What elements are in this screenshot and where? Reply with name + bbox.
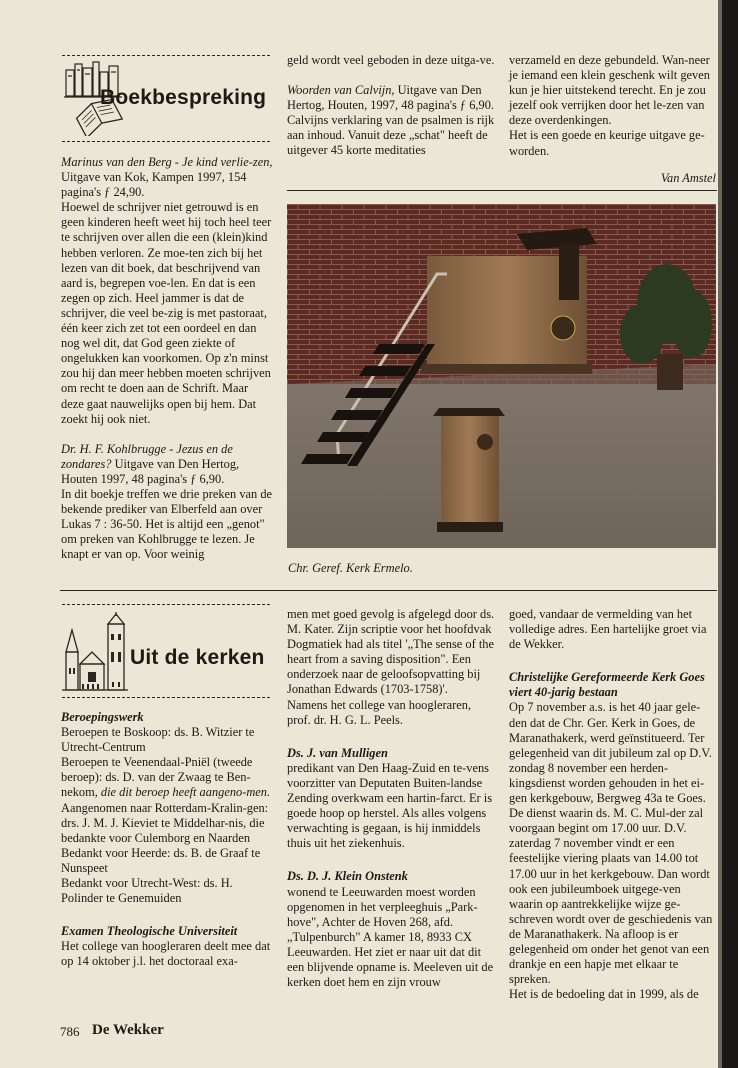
- beroep-item: Beroepen te Boskoop: ds. B. Witzier te Utrecht-Centrum: [61, 725, 255, 755]
- beroep-item: Beroepen te Veenendaal-Pniël (tweede beroep): ds. D. van der Zwaag te Ben-nekom, die dit beroep heeft aangeno-men.: [61, 755, 271, 800]
- review-3-body: Calvijns verklaring van de psalmen is rijk aan inhoud. Vanuit deze „schat" heeft de uitgever 45 korte meditaties: [287, 113, 495, 158]
- church-icon: [62, 612, 128, 694]
- review-2-continuation: geld wordt veel geboden in deze uitga-ve.: [287, 53, 495, 67]
- goes-jubileum-text-2: Het is de bedoeling dat in 1999, als de: [509, 987, 699, 1002]
- photo-top-rule: [287, 190, 717, 191]
- goes-jubileum-text: Op 7 november a.s. is het 40 jaar gele-den dat de Chr. Ger. Kerk in Goes, de Maranathakerk, werd geïnstitueerd. Ter gelegenheid van dit jubileum zal op D.V. zondag 8 november een herden-kingsdienst worden gehouden in het ei-gen kerkgebouw, Bergweg 43a te Goes. De dienst waarin ds. M. C. Mul-der zal voorgaan begint om 17.00 uur. D.V. zaterdag 7 november vindt er een feestelijke viering plaats van 14.00 tot 17.00 uur in het kerkgebouw. Dan wordt ook een jubileumboek uitgege-ven waarin op aantrekkelijke wijze ge-schreven wordt over de geschiedenis van de Maranathakerk. Na afloop is er gelegenheid om onder het genot van een drankje en een hapje met elkaar te spreken.: [509, 700, 713, 987]
- beroep-item: Aangenomen naar Rotterdam-Kralin-gen: drs. J. M. J. Kieviet te Middelhar-nis, die bedankte voor Culemborg en Naarden: [61, 800, 269, 845]
- review-signature: Van Amstel: [660, 170, 716, 185]
- section-title-boekbespreking: Boekbespreking: [100, 86, 267, 109]
- van-mulligen-text: predikant van Den Haag-Zuid en te-vens voorzitter van Deputaten Buiten-landse Zending overkwam een hartin-farct. Er is goede hoop op herstel. Als alles volgens verwachting is gegaan, is hij inmiddels thuis uit het ziekenhuis.: [287, 760, 493, 851]
- review-2-heading: Dr. H. F. Kohlbrugge - Jezus en de zondares? Uitgave van Den Hertog, Houten 1997, 48 pagina's ƒ 6,90.: [61, 441, 240, 486]
- heading-van-mulligen: Ds. J. van Mulligen: [287, 745, 388, 760]
- page-number: 786: [60, 1024, 80, 1039]
- section-divider-rule: [60, 590, 717, 591]
- review-1-heading: Marinus van den Berg - Je kind verlie-zen, Uitgave van Kok, Kampen 1997, 154 pagina's ƒ 24,90.: [61, 155, 273, 200]
- photo-caption: Chr. Geref. Kerk Ermelo.: [288, 561, 413, 575]
- kerken-column-3: [509, 607, 717, 1002]
- heading-beroepingswerk: Beroepingswerk: [61, 710, 144, 724]
- header-bottom-dash: [62, 141, 270, 142]
- examen-signature: Namens het college van hoogleraren, prof. dr. H. G. L. Peels.: [287, 697, 472, 727]
- kerken-header-bottom-dash: [62, 697, 270, 698]
- review-3-continuation: verzameld en deze gebundeld. Wan-neer je iemand een klein geschenk wilt geven kun je hier uitstekend terecht. En je zou jezelf ook verrijken door het le-zen van deze overdenkingen.: [509, 53, 710, 128]
- review-2-body: In dit boekje treffen we drie preken van de bekende prediker van Elberfeld aan over Lukas 7 : 36-50. Het is altijd een „genot" om preken van Kohlbrugge te lezen. Je knapt er van op. Voor weinig: [61, 486, 273, 562]
- kerken-column-2: [287, 607, 497, 990]
- review-1-body: Hoewel de schrijver niet getrouwd is en geen kinderen heeft weet hij toch heel teer te schrijven over allen die een (klein)kind hebben verloren. Ze moe-ten zich bij het lezen van dit boek, dat beschrijvend van aard is, begrepen voe-len. En dat is een zegen op zich. Heel jammer is dat de schrijver, die veel be-zig is met pastoraat, één keer zich zet tot een oordeel en dan nog wel dit, dat God geen ziekte of ongelukken kan voorkomen. Op z'n minst zou hij dan meer hebben moeten schrijven om recht te doen aan de Schrift. Maar deze gaat nauwelijks open bij hem. Dat zoekt hij ook niet.: [61, 200, 272, 426]
- klein-onstenk-continuation: goed, vandaar de vermelding van het volledige adres. Een hartelijke groet via de Wekker.: [509, 607, 707, 652]
- examen-text: Het college van hoogleraren deelt mee dat op 14 oktober j.l. het doctoraal exa-: [61, 939, 271, 969]
- review-column-2: [287, 53, 497, 159]
- section-title-uit-de-kerken: Uit de kerken: [130, 646, 265, 669]
- kerken-column-1: [61, 710, 273, 970]
- review-3-conclusion: Het is een goede en keurige uitgave ge-worden.: [509, 128, 705, 158]
- magazine-name: De Wekker: [92, 1022, 164, 1038]
- beroep-item: Bedankt voor Heerde: ds. B. de Graaf te Nunspeet: [61, 845, 261, 875]
- review-column-1: [61, 155, 273, 562]
- kerken-header-top-dash: [62, 604, 270, 605]
- review-3-heading: Woorden van Calvijn, Uitgave van Den Hertog, Houten, 1997, 48 pagina's ƒ 6,90.: [287, 83, 494, 113]
- page-edge: [722, 0, 738, 1068]
- review-column-3: [509, 53, 716, 186]
- examen-continuation: men met goed gevolg is afgelegd door ds. M. Kater. Zijn scriptie voor het hoofdvak Dogmatiek had als titel '„The sense of the heart from a saving disposition". Een onderzoek naar de geloofsopvatting bij Jonathan Edwards (1703-1758)'.: [287, 607, 495, 697]
- heading-goes-jubileum: Christelijke Gereformeerde Kerk Goes viert 40-jarig bestaan: [509, 670, 705, 700]
- church-interior-photo: [287, 204, 716, 548]
- heading-examen: Examen Theologische Universiteit: [61, 924, 238, 939]
- header-top-dash: [62, 55, 270, 56]
- beroep-item: Bedankt voor Utrecht-West: ds. H. Polinder te Genemuiden: [61, 876, 233, 906]
- klein-onstenk-text: wonend te Leeuwarden moest worden opgenomen in het verpleeghuis „Park-hove", Achter de Hoven 268, afd. „Tulpenburch" A kamer 18, 8933 CX Leeuwarden. Het ziet er naar uit dat dit een blijvende opname is. Meeleven uit de kerken doet hem en zijn vrouw: [287, 884, 494, 990]
- heading-klein-onstenk: Ds. D. J. Klein Onstenk: [287, 869, 408, 884]
